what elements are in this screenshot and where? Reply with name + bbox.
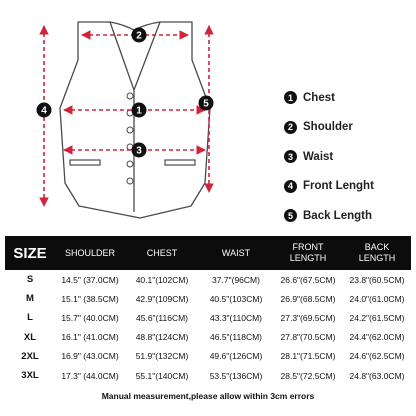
right-pocket xyxy=(165,160,195,165)
back-length-cell: 24.6"(62.5CM) xyxy=(349,351,405,362)
legend-item-back-length xyxy=(284,209,414,222)
svg-text:1: 1 xyxy=(136,105,142,117)
table-row xyxy=(5,366,411,385)
chest-cell: 45.6"(116CM) xyxy=(136,312,188,323)
shoulder-cell: 15.7" (40.0CM) xyxy=(61,312,119,323)
header-back-length xyxy=(343,236,411,270)
back-length-cell: 23.8"(60.5CM) xyxy=(349,274,405,285)
marker-5 xyxy=(199,96,214,111)
header-front-line1: FRONT xyxy=(292,242,324,252)
svg-text:5: 5 xyxy=(203,98,209,110)
number-badge: 3 xyxy=(284,150,297,163)
header-waist: WAIST xyxy=(221,247,251,258)
front-length-cell: 26.9"(68.5CM) xyxy=(280,293,336,304)
table-row xyxy=(5,347,411,366)
front-length-cell: 28.5"(72.5CM) xyxy=(280,370,336,381)
header-back-line2: LENGTH xyxy=(358,253,396,263)
size-cell: S xyxy=(26,274,34,286)
chest-cell: 55.1"(140CM) xyxy=(135,370,189,381)
waist-cell: 43.3"(110CM) xyxy=(210,312,262,323)
header-chest: CHEST xyxy=(146,247,178,258)
legend-label: Shoulder xyxy=(303,121,353,133)
back-length-cell: 24.8"(63.0CM) xyxy=(349,370,405,381)
table-row xyxy=(5,308,411,327)
front-length-cell: 26.6"(67.5CM) xyxy=(280,274,336,285)
legend-label: Back Length xyxy=(303,209,373,222)
header-front-length xyxy=(273,236,343,270)
chest-cell: 40.1"(102CM) xyxy=(135,274,189,285)
size-cell: 3XL xyxy=(21,370,39,382)
shoulder-cell: 16.9" (43.0CM) xyxy=(61,351,119,362)
header-back-line1: BACK xyxy=(364,242,390,252)
size-cell: 2XL xyxy=(21,350,39,362)
table-row xyxy=(5,328,411,347)
waist-cell: 37.7"(96CM) xyxy=(212,274,260,285)
number-badge: 4 xyxy=(284,180,297,193)
size-chart-table xyxy=(5,236,411,385)
measurement-legend xyxy=(284,91,414,239)
shoulder-cell: 15.1" (38.5CM) xyxy=(61,293,119,304)
chest-cell: 42.9"(109CM) xyxy=(135,293,189,304)
front-length-cell: 27.3"(69.5CM) xyxy=(280,312,336,323)
table-row xyxy=(5,289,411,308)
measurement-note: Manual measurement,please allow within 3cm errors xyxy=(101,391,315,401)
header-front-line2: LENGTH xyxy=(289,253,327,263)
left-pocket xyxy=(70,160,100,165)
size-cell: XL xyxy=(23,331,37,343)
table-row xyxy=(5,270,411,289)
waist-cell: 53.5"(136CM) xyxy=(209,370,263,381)
vest-outline xyxy=(60,22,210,218)
marker-4 xyxy=(37,103,52,118)
marker-2 xyxy=(132,28,147,43)
front-length-cell: 28.1"(71.5CM) xyxy=(280,351,336,362)
number-badge: 1 xyxy=(284,91,297,104)
chest-cell: 51.9"(132CM) xyxy=(135,351,189,362)
legend-item-shoulder xyxy=(284,121,414,134)
number-badge: 5 xyxy=(284,209,297,222)
shoulder-cell: 17.3" (44.0CM) xyxy=(61,370,119,381)
number-badge: 2 xyxy=(284,121,297,134)
legend-item-front-length xyxy=(284,180,414,193)
svg-text:2: 2 xyxy=(136,30,142,42)
back-length-cell: 24.4"(62.0CM) xyxy=(349,332,405,343)
waist-cell: 49.6"(126CM) xyxy=(209,351,263,362)
legend-item-chest xyxy=(284,91,414,104)
header-shoulder: SHOULDER xyxy=(64,247,115,258)
size-cell: L xyxy=(27,312,33,324)
marker-3 xyxy=(132,143,147,158)
shoulder-cell: 14.5" (37.0CM) xyxy=(61,274,119,285)
legend-label: Chest xyxy=(303,91,335,104)
shoulder-cell: 16.1" (41.0CM) xyxy=(61,332,119,343)
size-cell: M xyxy=(26,293,34,305)
waist-cell: 46.5"(118CM) xyxy=(210,332,262,343)
table-header-row xyxy=(5,236,411,270)
marker-1 xyxy=(132,103,147,118)
vest-buttons xyxy=(127,93,133,184)
back-length-cell: 24.0"(61.0CM) xyxy=(349,293,405,304)
chest-cell: 48.8"(124CM) xyxy=(135,332,189,343)
front-length-cell: 27.8"(70.5CM) xyxy=(280,332,336,343)
legend-label: Front Lenght xyxy=(303,180,374,192)
waist-cell: 40.5"(103CM) xyxy=(209,293,263,304)
back-length-cell: 24.2"(61.5CM) xyxy=(349,312,405,323)
legend-item-waist xyxy=(284,150,414,163)
svg-text:3: 3 xyxy=(136,145,142,157)
legend-label: Waist xyxy=(303,150,334,163)
header-size: SIZE xyxy=(13,244,47,262)
svg-text:4: 4 xyxy=(41,105,47,117)
